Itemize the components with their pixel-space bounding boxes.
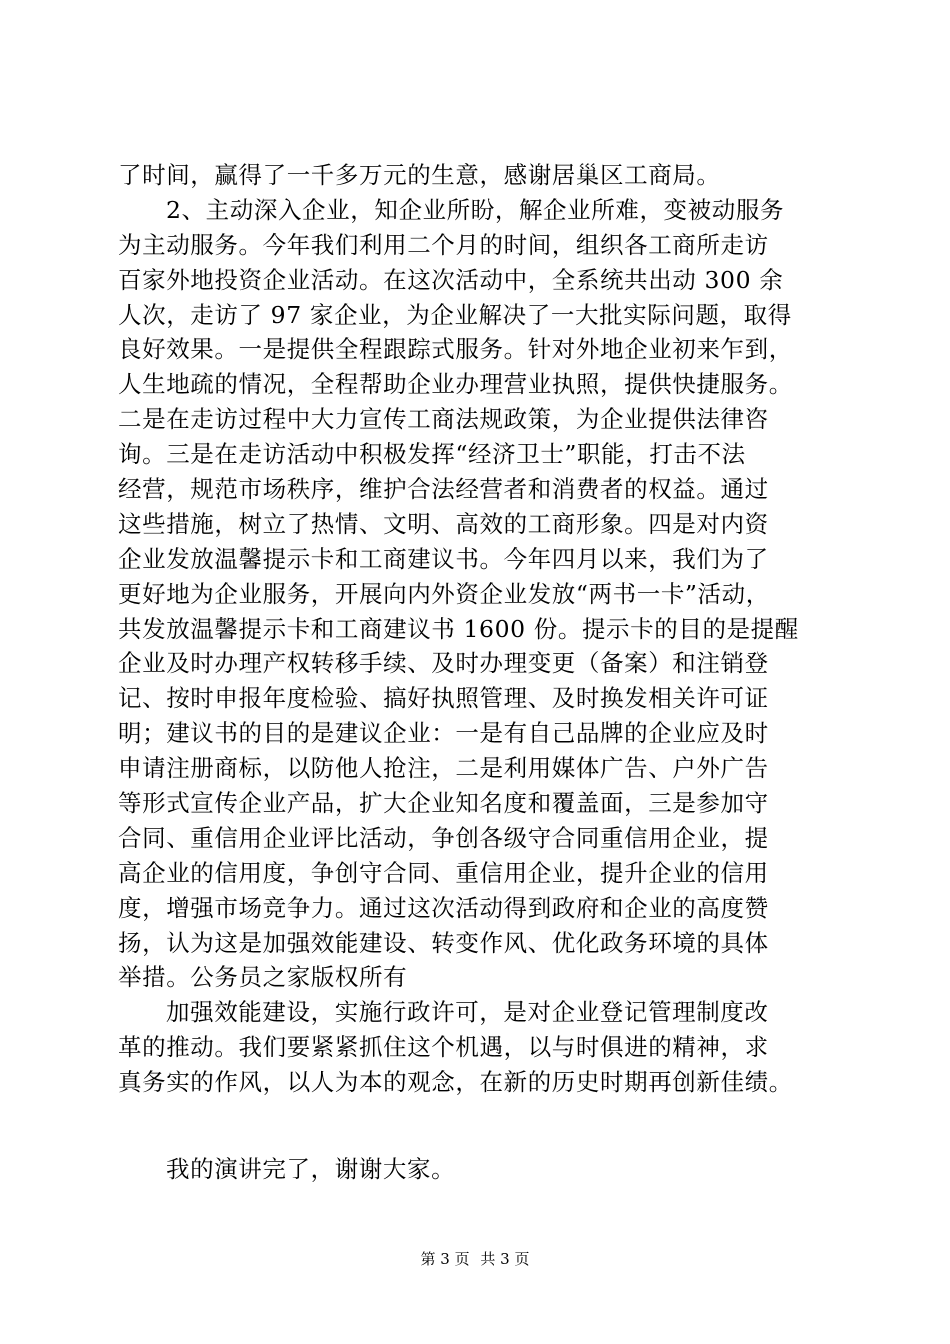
text-line: 二是在走访过程中大力宣传工商法规政策，为企业提供法律咨 — [118, 405, 769, 434]
document-body — [118, 158, 830, 1187]
text-line: 明；建议书的目的是建议企业：一是有自己品牌的企业应及时 — [118, 719, 769, 748]
text-line: 企业及时办理产权转移手续、及时办理变更（备案）和注销登 — [118, 649, 769, 678]
paragraph — [118, 995, 830, 1100]
page-number: 第 3 页 — [420, 1250, 470, 1268]
text-line: 人次，走访了 97 家企业，为企业解决了一大批实际问题，取得 — [118, 300, 792, 329]
text-line: 申请注册商标，以防他人抢注，二是利用媒体广告、户外广告 — [118, 754, 769, 783]
text-line: 百家外地投资企业活动。在这次活动中，全系统共出动 300 余 — [118, 265, 784, 294]
text-line: 更好地为企业服务，开展向内外资企业发放“两书一卡”活动， — [118, 579, 770, 608]
page-total: 共 3 页 — [480, 1250, 530, 1268]
text-line: 革的推动。我们要紧紧抓住这个机遇，以与时俱进的精神，求 — [118, 1033, 769, 1062]
text-line: 人生地疏的情况，全程帮助企业办理营业执照，提供快捷服务。 — [118, 370, 793, 399]
page-footer — [0, 1249, 950, 1269]
text-line: 共发放温馨提示卡和工商建议书 1600 份。提示卡的目的是提醒 — [118, 614, 799, 643]
text-line: 2、主动深入企业，知企业所盼，解企业所难，变被动服务 — [166, 195, 785, 224]
text-line: 这些措施，树立了热情、文明、高效的工商形象。四是对内资 — [118, 509, 769, 538]
paragraph-spacer — [118, 1100, 830, 1152]
text-line: 度，增强市场竞争力。通过这次活动得到政府和企业的高度赞 — [118, 893, 769, 922]
text-line: 企业发放温馨提示卡和工商建议书。今年四月以来，我们为了 — [118, 544, 769, 573]
text-line: 为主动服务。今年我们利用二个月的时间，组织各工商所走访 — [118, 230, 769, 259]
paragraph — [118, 193, 830, 995]
text-line: 加强效能建设，实施行政许可，是对企业登记管理制度改 — [166, 998, 769, 1027]
paragraph — [118, 158, 830, 193]
text-line: 良好效果。一是提供全程跟踪式服务。针对外地企业初来乍到， — [118, 335, 793, 364]
text-line: 询。三是在走访活动中积极发挥“经济卫士”职能，打击不法 — [118, 440, 746, 469]
text-line: 记、按时申报年度检验、搞好执照管理、及时换发相关许可证 — [118, 684, 769, 713]
text-line: 扬，认为这是加强效能建设、转变作风、优化政务环境的具体 — [118, 928, 769, 957]
text-line: 经营，规范市场秩序，维护合法经营者和消费者的权益。通过 — [118, 475, 769, 504]
text-line: 我的演讲完了，谢谢大家。 — [166, 1155, 456, 1184]
text-line: 等形式宣传企业产品，扩大企业知名度和覆盖面，三是参加守 — [118, 789, 769, 818]
text-line: 真务实的作风，以人为本的观念，在新的历史时期再创新佳绩。 — [118, 1068, 793, 1097]
paragraph — [118, 1152, 830, 1187]
text-line: 举措。公务员之家版权所有 — [118, 963, 408, 992]
text-line: 了时间，赢得了一千多万元的生意，感谢居巢区工商局。 — [118, 161, 721, 189]
text-line: 合同、重信用企业评比活动，争创各级守合同重信用企业，提 — [118, 823, 769, 852]
text-line: 高企业的信用度，争创守合同、重信用企业，提升企业的信用 — [118, 858, 769, 887]
